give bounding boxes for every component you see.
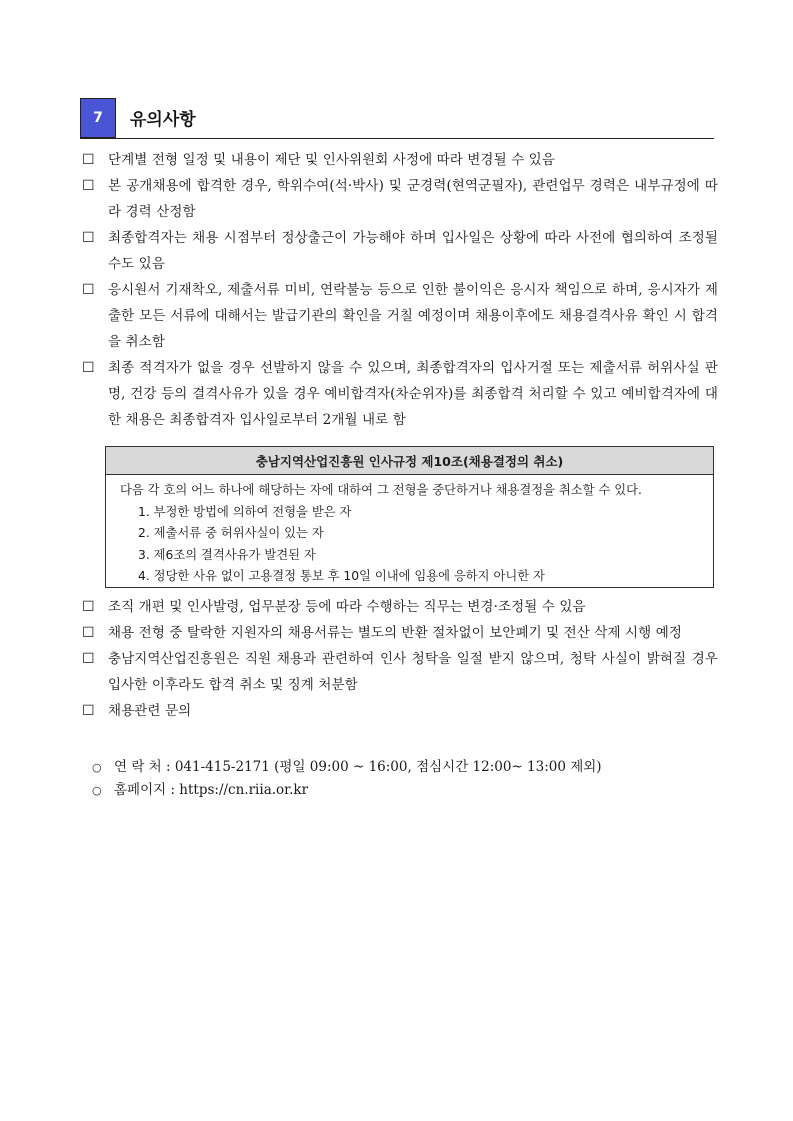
checkbox-icon: ☐ bbox=[82, 360, 95, 376]
regulation-intro: 다음 각 호의 어느 하나에 해당하는 자에 대하여 그 전형을 중단하거나 채용결정을 취소할 수 있다. bbox=[120, 483, 642, 497]
note-text: 충남지역산업진흥원은 직원 채용과 관련하여 인사 청탁을 일절 받지 않으며, 청탁 사실이 밝혀질 경우 입사한 이후라도 합격 취소 및 징계 처분함 bbox=[108, 651, 718, 693]
regulation-list-item: 3. 제6조의 결격사유가 발견된 자 bbox=[138, 547, 316, 562]
note-item bbox=[82, 646, 718, 698]
circle-bullet-icon: ○ bbox=[92, 761, 102, 774]
note-item bbox=[82, 355, 718, 433]
note-item bbox=[82, 620, 718, 646]
note-text: 최종합격자는 채용 시점부터 정상출근이 가능해야 하며 입사일은 상황에 따라 사전에 협의하여 조정될 수도 있음 bbox=[108, 230, 718, 272]
note-text: 채용 전형 중 탈락한 지원자의 채용서류는 별도의 반환 절차없이 보안폐기 및 전산 삭제 시행 예정 bbox=[108, 625, 682, 641]
checkbox-icon: ☐ bbox=[82, 282, 95, 298]
note-item bbox=[82, 594, 718, 620]
checkbox-icon: ☐ bbox=[82, 230, 95, 246]
regulation-box bbox=[105, 446, 714, 588]
note-item bbox=[82, 147, 718, 173]
contact-phone-text: 연 락 처 : 041-415-2171 (평일 09:00 ~ 16:00, 점심시간 12:00~ 13:00 제외) bbox=[114, 759, 602, 775]
contact-info bbox=[92, 756, 722, 802]
checkbox-icon: ☐ bbox=[82, 703, 95, 719]
regulation-title: 충남지역산업진흥원 인사규정 제10조(채용결정의 취소) bbox=[106, 447, 713, 475]
section-header bbox=[80, 98, 714, 139]
contact-item-phone bbox=[92, 756, 722, 779]
notes-list-top bbox=[82, 147, 718, 433]
contact-homepage-text: 홈페이지 : https://cn.riia.or.kr bbox=[114, 782, 309, 798]
note-text: 단계별 전형 일정 및 내용이 제단 및 인사위원회 사정에 따라 변경될 수 있음 bbox=[108, 152, 555, 168]
checkbox-icon: ☐ bbox=[82, 651, 95, 667]
note-text: 응시원서 기재착오, 제출서류 미비, 연락불능 등으로 인한 불이익은 응시자 책임으로 하며, 응시자가 제출한 모든 서류에 대해서는 발급기관의 확인을 거칠 예정이며 채용이후에도 채용결격사유 확인 시 합격을 취소함 bbox=[108, 282, 718, 350]
regulation-list-item: 4. 정당한 사유 없이 고용결정 통보 후 10일 이내에 임용에 응하지 아니한 자 bbox=[138, 569, 545, 583]
note-item bbox=[82, 277, 718, 355]
circle-bullet-icon: ○ bbox=[92, 784, 102, 797]
note-text: 본 공개채용에 합격한 경우, 학위수여(석·박사) 및 군경력(현역군필자), 관련업무 경력은 내부규정에 따라 경력 산정함 bbox=[108, 178, 718, 220]
note-text: 채용관련 문의 bbox=[108, 703, 192, 719]
regulation-list-item: 2. 제출서류 중 허위사실이 있는 자 bbox=[138, 526, 324, 540]
regulation-body bbox=[106, 475, 713, 588]
note-item bbox=[82, 173, 718, 225]
checkbox-icon: ☐ bbox=[82, 625, 95, 641]
checkbox-icon: ☐ bbox=[82, 599, 95, 615]
checkbox-icon: ☐ bbox=[82, 152, 95, 168]
section-title: 유의사항 bbox=[130, 110, 196, 130]
contact-item-homepage bbox=[92, 779, 722, 802]
regulation-list bbox=[120, 502, 713, 588]
note-text: 최종 적격자가 없을 경우 선발하지 않을 수 있으며, 최종합격자의 입사거절 또는 제출서류 허위사실 판명, 건강 등의 결격사유가 있을 경우 예비합격자(차순위자)를 최종합격 처리할 수 있고 예비합격자에 대한 채용은 최종합격자 입사일로부터 2개월 내로 함 bbox=[108, 360, 718, 428]
note-item bbox=[82, 698, 718, 724]
note-item bbox=[82, 225, 718, 277]
note-text: 조직 개편 및 인사발령, 업무분장 등에 따라 수행하는 직무는 변경·조정될 수 있음 bbox=[108, 599, 586, 615]
section-number-badge: 7 bbox=[80, 98, 116, 138]
notes-list-bottom bbox=[82, 594, 718, 724]
checkbox-icon: ☐ bbox=[82, 178, 95, 194]
regulation-list-item: 1. 부정한 방법에 의하여 전형을 받은 자 bbox=[138, 504, 352, 519]
